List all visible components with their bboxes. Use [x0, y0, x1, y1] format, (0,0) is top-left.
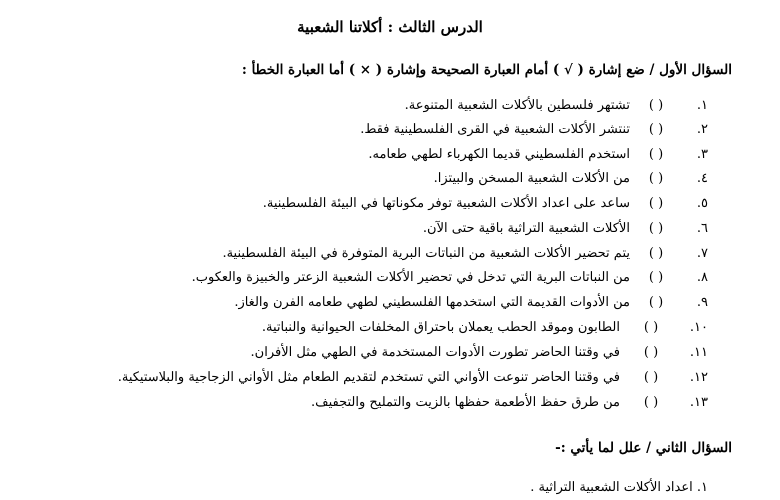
- answer-blank: ( ): [648, 171, 664, 186]
- item-text: في وقتنا الحاضر تطورت الأدوات المستخدمة في الطهي مثل الأفران.: [250, 345, 620, 360]
- q1-item-9: [234, 293, 708, 313]
- q1-item-6: [423, 219, 708, 239]
- q1-item-12: [118, 368, 708, 388]
- answer-blank: ( ): [648, 246, 664, 261]
- answer-blank: ( ): [643, 370, 659, 385]
- item-text: تشتهر فلسطين بالأكلات الشعبية المتنوعة.: [404, 98, 630, 113]
- item-text: من الأكلات الشعبية المسخن والبيتزا.: [433, 171, 630, 186]
- answer-blank: ( ): [648, 270, 664, 285]
- item-number: ١٢.: [689, 370, 708, 385]
- answer-blank: ( ): [648, 196, 664, 211]
- item-text: من طرق حفظ الأطعمة حفظها بالزيت والتمليح والتجفيف.: [311, 395, 620, 410]
- item-text: ساعد على اعداد الأكلات الشعبية توفر مكوناتها في البيئة الفلسطينية.: [262, 196, 630, 211]
- answer-blank: ( ): [648, 295, 664, 310]
- answer-blank: ( ): [648, 122, 664, 137]
- item-number: ١.: [696, 480, 708, 495]
- item-text: من النباتات البرية التي تدخل في تحضير الأكلات الشعبية الزعتر والخبيزة والعكوب.: [191, 270, 630, 285]
- item-number: ٧.: [696, 246, 708, 261]
- answer-blank: ( ): [643, 395, 659, 410]
- q1-item-4: [434, 169, 708, 189]
- question2-heading: السؤال الثاني / علل لما يأتي :-: [555, 440, 732, 456]
- item-number: ١١.: [689, 345, 708, 360]
- answer-blank: ( ): [643, 320, 659, 335]
- question1-heading: السؤال الأول / ضع إشارة ( √ ) أمام العبارة الصحيحة وإشارة ( × ) أما العبارة الخطأ :: [241, 62, 732, 78]
- item-text: من الأدوات القديمة التي استخدمها الفلسطيني لطهي طعامه الفرن والغاز.: [234, 295, 630, 310]
- item-number: ٩.: [696, 295, 708, 310]
- item-number: ٥.: [696, 196, 708, 211]
- item-number: ١٠.: [689, 320, 708, 335]
- item-text: الطابون وموقد الحطب يعملان باحتراق المخلفات الحيوانية والنباتية.: [261, 320, 620, 335]
- item-number: ٢.: [696, 122, 708, 137]
- q1-item-11: [251, 343, 708, 363]
- answer-blank: ( ): [648, 98, 664, 113]
- item-text: تنتشر الأكلات الشعبية في القرى الفلسطينية فقط.: [360, 122, 630, 137]
- q1-item-1: [405, 96, 708, 116]
- q2-item-1: [530, 480, 708, 495]
- q1-item-13: [311, 393, 708, 413]
- q1-item-2: [360, 120, 708, 140]
- item-number: ١.: [696, 98, 708, 113]
- q1-item-5: [263, 194, 708, 214]
- q1-item-7: [222, 244, 708, 264]
- item-text: في وقتنا الحاضر تنوعت الأواني التي تستخدم لتقديم الطعام مثل الأواني الزجاجية والبلاستيكية.: [117, 370, 620, 385]
- item-number: ٨.: [696, 270, 708, 285]
- item-number: ٣.: [696, 147, 708, 162]
- lesson-title: الدرس الثالث : أكلاتنا الشعبية: [297, 18, 483, 36]
- item-text: استخدم الفلسطيني قديما الكهرباء لطهي طعامه.: [368, 147, 630, 162]
- q1-item-3: [368, 145, 708, 165]
- q1-item-10: [262, 318, 708, 338]
- answer-blank: ( ): [648, 221, 664, 236]
- q1-item-8: [192, 268, 708, 288]
- item-number: ٦.: [696, 221, 708, 236]
- answer-blank: ( ): [648, 147, 664, 162]
- item-number: ١٣.: [689, 395, 708, 410]
- item-text: الأكلات الشعبية التراثية باقية حتى الآن.: [422, 221, 630, 236]
- item-number: ٤.: [696, 171, 708, 186]
- answer-blank: ( ): [643, 345, 659, 360]
- item-text: اعداد الأكلات الشعبية التراثية .: [530, 480, 693, 495]
- item-text: يتم تحضير الأكلات الشعبية من النباتات البرية المتوفرة في البيئة الفلسطينية.: [222, 246, 630, 261]
